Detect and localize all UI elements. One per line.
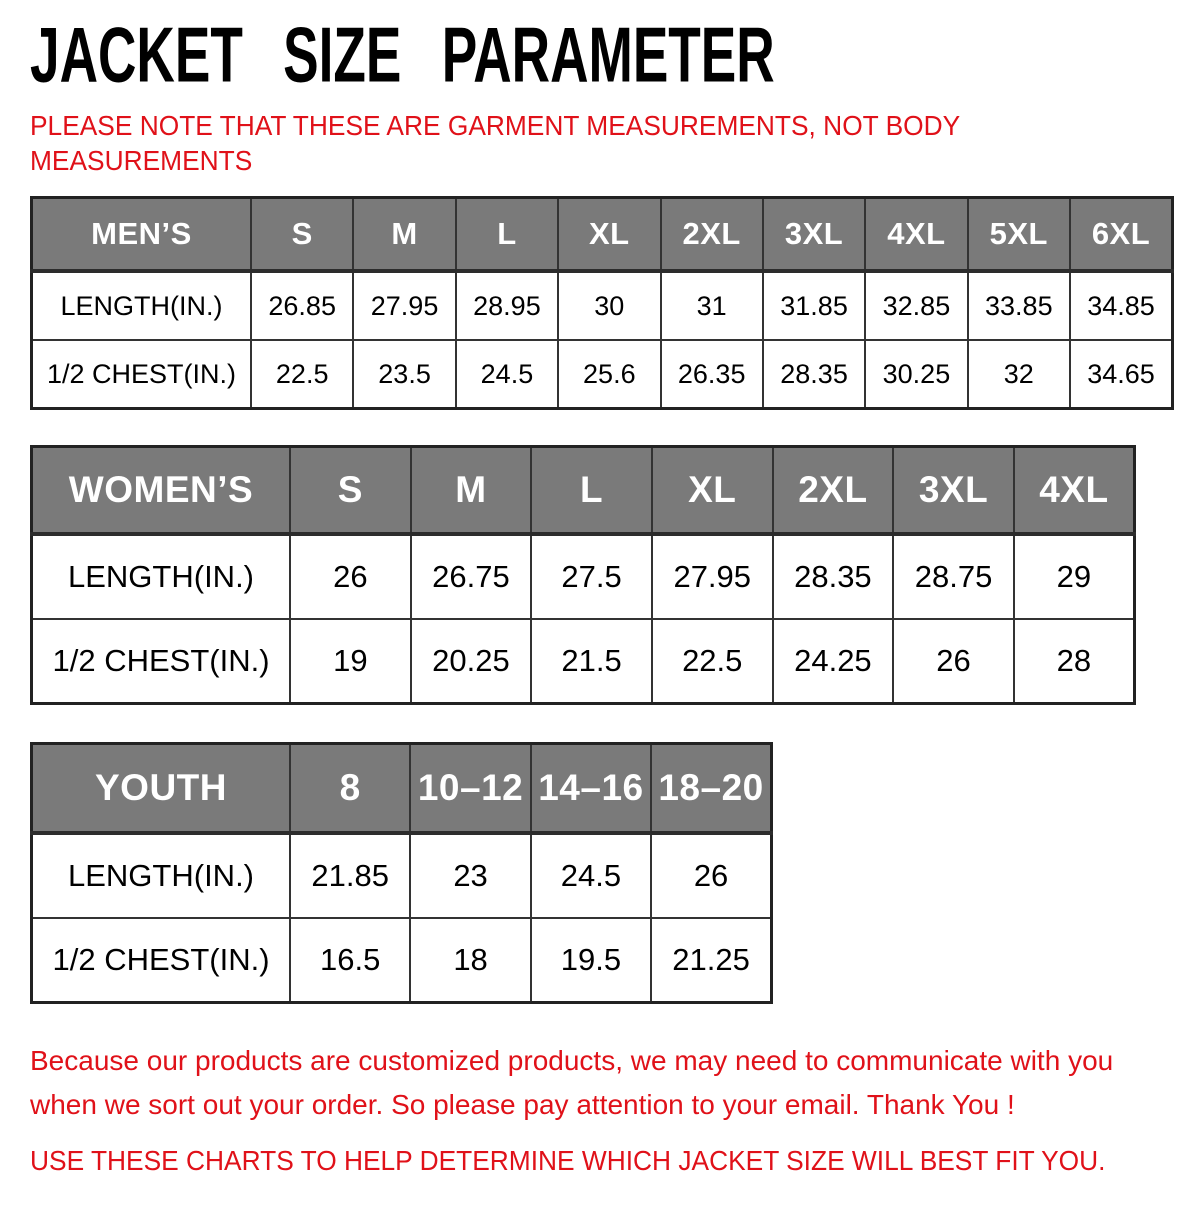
mens-header-row	[32, 198, 1173, 272]
size-value-cell: 18	[410, 918, 530, 1003]
size-value-cell: 19.5	[531, 918, 651, 1003]
size-value-cell: 28.35	[763, 340, 865, 409]
size-value-cell: 31.85	[763, 271, 865, 340]
mens-size-header-cell: 6XL	[1070, 198, 1173, 272]
size-value-cell: 26.85	[251, 271, 353, 340]
womens-data-row	[32, 534, 1135, 619]
size-value-cell: 28	[1014, 619, 1135, 704]
size-value-cell: 32.85	[865, 271, 967, 340]
row-label-cell: LENGTH(IN.)	[32, 833, 291, 918]
youth-data-row	[32, 833, 772, 918]
womens-size-header-cell: 2XL	[773, 447, 894, 535]
size-value-cell: 27.95	[353, 271, 455, 340]
womens-header-row	[32, 447, 1135, 535]
size-value-cell: 22.5	[251, 340, 353, 409]
size-value-cell: 31	[661, 271, 763, 340]
size-value-cell: 29	[1014, 534, 1135, 619]
size-value-cell: 26	[893, 619, 1014, 704]
footer-line-2: when we sort out your order. So please pay attention to your email. Thank You !	[30, 1089, 1015, 1120]
womens-size-header-cell: 4XL	[1014, 447, 1135, 535]
footer-closing	[30, 1143, 1200, 1179]
mens-size-header-cell: XL	[558, 198, 660, 272]
womens-size-header-cell: M	[411, 447, 532, 535]
size-value-cell: 19	[290, 619, 411, 704]
size-value-cell: 24.5	[456, 340, 558, 409]
mens-size-header-cell: 3XL	[763, 198, 865, 272]
mens-data-row	[32, 340, 1173, 409]
size-value-cell: 23	[410, 833, 530, 918]
page-title	[30, 12, 1200, 99]
size-value-cell: 28.95	[456, 271, 558, 340]
size-value-cell: 26.75	[411, 534, 532, 619]
size-value-cell: 24.5	[531, 833, 651, 918]
row-label-cell: LENGTH(IN.)	[32, 534, 291, 619]
youth-size-header-cell: 8	[290, 744, 410, 834]
size-value-cell: 27.5	[531, 534, 652, 619]
youth-size-table	[30, 742, 773, 1004]
size-value-cell: 30.25	[865, 340, 967, 409]
womens-size-header-cell: S	[290, 447, 411, 535]
size-value-cell: 16.5	[290, 918, 410, 1003]
womens-table-title-cell: WOMEN’S	[32, 447, 291, 535]
mens-size-table	[30, 196, 1174, 410]
size-value-cell: 34.85	[1070, 271, 1173, 340]
size-value-cell: 26	[651, 833, 771, 918]
page-title-text: JACKET SIZE PARAMETER	[30, 12, 775, 99]
size-value-cell: 21.85	[290, 833, 410, 918]
size-value-cell: 23.5	[353, 340, 455, 409]
size-value-cell: 28.35	[773, 534, 894, 619]
youth-size-header-cell: 10–12	[410, 744, 530, 834]
youth-header-row	[32, 744, 772, 834]
womens-size-header-cell: L	[531, 447, 652, 535]
size-value-cell: 30	[558, 271, 660, 340]
womens-size-header-cell: XL	[652, 447, 773, 535]
note-line-1: PLEASE NOTE THAT THESE ARE GARMENT MEASUREMENTS, NOT BODY	[30, 110, 961, 141]
mens-size-header-cell: M	[353, 198, 455, 272]
womens-size-header-cell: 3XL	[893, 447, 1014, 535]
size-value-cell: 20.25	[411, 619, 532, 704]
youth-size-header-cell: 14–16	[531, 744, 651, 834]
size-value-cell: 34.65	[1070, 340, 1173, 409]
youth-table-title-cell: YOUTH	[32, 744, 291, 834]
mens-size-header-cell: 2XL	[661, 198, 763, 272]
womens-data-row	[32, 619, 1135, 704]
mens-table-title-cell: MEN’S	[32, 198, 252, 272]
size-value-cell: 21.25	[651, 918, 771, 1003]
womens-size-table	[30, 445, 1136, 705]
row-label-cell: 1/2 CHEST(IN.)	[32, 340, 252, 409]
size-value-cell: 28.75	[893, 534, 1014, 619]
mens-size-header-cell: 5XL	[968, 198, 1070, 272]
footer-note	[30, 1039, 1200, 1179]
size-value-cell: 33.85	[968, 271, 1070, 340]
mens-size-header-cell: 4XL	[865, 198, 967, 272]
size-value-cell: 25.6	[558, 340, 660, 409]
youth-size-header-cell: 18–20	[651, 744, 771, 834]
footer-line-1: Because our products are customized products, we may need to communicate with you	[30, 1045, 1114, 1076]
garment-note	[30, 108, 1200, 178]
note-line-2: MEASUREMENTS	[30, 145, 253, 176]
mens-size-header-cell: L	[456, 198, 558, 272]
youth-data-row	[32, 918, 772, 1003]
row-label-cell: LENGTH(IN.)	[32, 271, 252, 340]
size-value-cell: 21.5	[531, 619, 652, 704]
size-value-cell: 24.25	[773, 619, 894, 704]
row-label-cell: 1/2 CHEST(IN.)	[32, 918, 291, 1003]
size-value-cell: 32	[968, 340, 1070, 409]
size-value-cell: 26.35	[661, 340, 763, 409]
mens-size-header-cell: S	[251, 198, 353, 272]
size-value-cell: 22.5	[652, 619, 773, 704]
size-value-cell: 27.95	[652, 534, 773, 619]
footer-closing-text: USE THESE CHARTS TO HELP DETERMINE WHICH JACKET SIZE WILL BEST FIT YOU.	[30, 1145, 1106, 1176]
mens-data-row	[32, 271, 1173, 340]
size-value-cell: 26	[290, 534, 411, 619]
row-label-cell: 1/2 CHEST(IN.)	[32, 619, 291, 704]
